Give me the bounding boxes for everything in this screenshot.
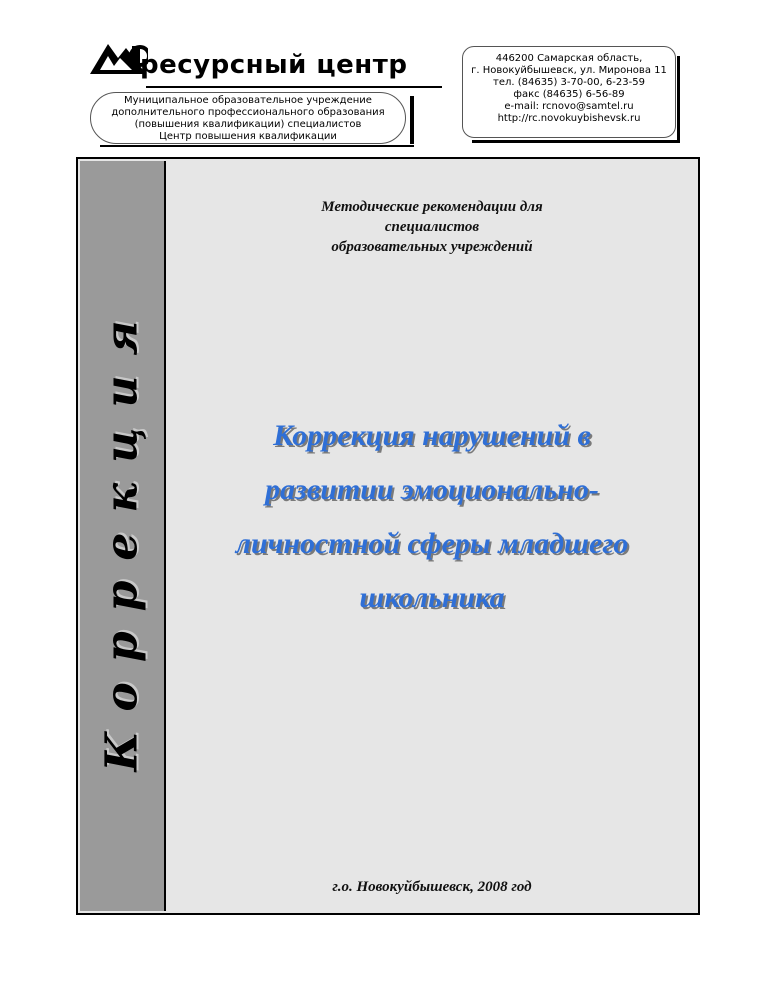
organization-box — [90, 92, 406, 144]
contact-fax: факс (84635) 6-56-89 — [513, 89, 625, 100]
cover-frame — [76, 157, 700, 915]
title-line: личностной сферы младшего — [235, 527, 629, 560]
place-and-year: г.о. Новокуйбышевск, 2008 год — [332, 879, 532, 895]
contact-email: e-mail: rcnovo@samtel.ru — [504, 101, 634, 112]
contact-street: г. Новокуйбышевск, ул. Миронова 11 — [471, 65, 667, 76]
subtitle-line: образовательных учреждений — [331, 239, 533, 255]
cover-panel — [168, 161, 696, 911]
cover-spine — [80, 161, 166, 911]
document-title — [168, 409, 696, 625]
resource-center-logo-icon — [88, 40, 148, 78]
org-box-shadow — [410, 96, 414, 144]
contact-website: http://rc.novokuybishevsk.ru — [497, 113, 641, 124]
org-line: дополнительного профессионального образования — [111, 107, 385, 118]
title-line: школьника — [359, 581, 505, 614]
subtitle — [168, 197, 696, 257]
org-line: Муниципальное образовательное учреждение — [124, 95, 372, 106]
org-line: (повышения квалификации) специалистов — [134, 119, 362, 130]
spine-title: Коррекция — [96, 300, 148, 772]
letterhead-logo — [88, 38, 448, 148]
title-line: развитии эмоционально- — [265, 473, 599, 506]
org-line: Центр повышения квалификации — [159, 131, 337, 142]
brand-name: ресурсный центр — [140, 50, 408, 80]
subtitle-line: специалистов — [384, 219, 480, 235]
contact-box — [462, 46, 676, 138]
contact-box-shadow-bottom — [472, 140, 680, 143]
subtitle-line: Методические рекомендации для — [321, 199, 543, 215]
title-line: Коррекция нарушений в — [273, 419, 591, 452]
contact-box-shadow — [677, 56, 680, 142]
brand-underline — [146, 86, 442, 88]
contact-phone: тел. (84635) 3-70-00, 6-23-59 — [493, 77, 645, 88]
org-box-shadow-bottom — [100, 145, 414, 147]
contact-address: 446200 Самарская область, — [495, 53, 643, 64]
